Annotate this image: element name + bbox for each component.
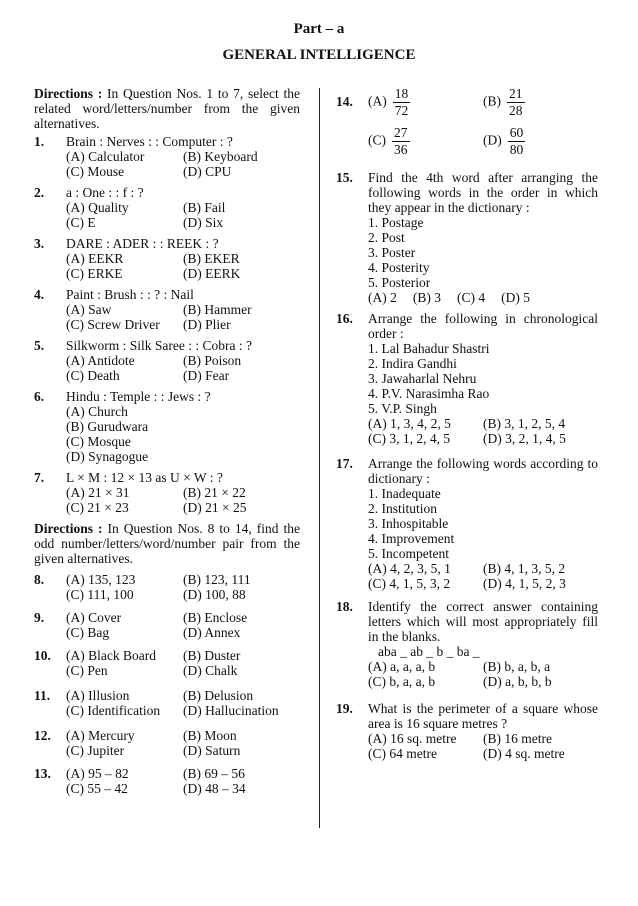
- option-b: (B) 21 × 22: [183, 485, 246, 500]
- option-c: (C) 21 × 23: [66, 500, 129, 515]
- question-number: 14.: [336, 94, 353, 109]
- list-item: 1. Inadequate: [368, 486, 441, 501]
- option-a: (A) Antidote: [66, 353, 135, 368]
- option-c: (C) Mouse: [66, 164, 125, 179]
- option-c: (C) 4, 1, 5, 3, 2: [368, 576, 451, 591]
- question-15: [336, 170, 598, 305]
- question-stem: Brain : Nerves : : Computer : ?: [66, 134, 233, 149]
- fraction-d: [508, 125, 526, 158]
- option-c: (C) 4: [457, 290, 486, 305]
- question-stem: Find the 4th word after arranging the following words in the order in which they appear in the dictionary :: [368, 170, 598, 215]
- list-item: 3. Jawaharlal Nehru: [368, 371, 477, 386]
- question-13: [34, 766, 300, 796]
- list-item: 1. Postage: [368, 215, 424, 230]
- option-a: (A) a, a, a, b: [368, 659, 436, 674]
- option-b: (B) 4, 1, 3, 5, 2: [483, 561, 566, 576]
- question-16: [336, 311, 598, 446]
- option-c: (C) Screw Driver: [66, 317, 160, 332]
- question-stem: L × M : 12 × 13 as U × W : ?: [66, 470, 223, 485]
- option-a: (A) Cover: [66, 610, 122, 625]
- directions-2: [34, 521, 300, 566]
- denominator: 80: [509, 142, 524, 157]
- option-a: (A) 135, 123: [66, 572, 136, 587]
- option-c: (C) Death: [66, 368, 120, 383]
- option-b: (B) 69 – 56: [183, 766, 245, 781]
- option-a: (A) Mercury: [66, 728, 135, 743]
- question-10: [34, 648, 300, 678]
- question-7: [34, 470, 300, 515]
- option-c: (C) 64 metre: [368, 746, 437, 761]
- option-c: (C) 111, 100: [66, 587, 134, 602]
- directions-label: Directions :: [34, 521, 108, 536]
- question-number: 12.: [34, 728, 51, 743]
- question-stem: a : One : : f : ?: [66, 185, 144, 200]
- option-b: (B) EKER: [183, 251, 240, 266]
- question-number: 4.: [34, 287, 45, 302]
- option-a: (A) Calculator: [66, 149, 145, 164]
- option-c: (C) b, a, a, b: [368, 674, 436, 689]
- denominator: 72: [394, 103, 409, 118]
- option-c-label: (C): [368, 132, 386, 148]
- question-number: 10.: [34, 648, 51, 663]
- option-d: (D) 48 – 34: [183, 781, 246, 796]
- option-d: (D) Hallucination: [183, 703, 279, 718]
- list-item: 4. Posterity: [368, 260, 430, 275]
- option-b: (B) 3, 1, 2, 5, 4: [483, 416, 566, 431]
- question-3: [34, 236, 300, 281]
- question-8: [34, 572, 300, 602]
- option-d: (D) 4, 1, 5, 2, 3: [483, 576, 566, 591]
- option-c: (C) ERKE: [66, 266, 123, 281]
- question-number: 5.: [34, 338, 45, 353]
- list-item: 5. V.P. Singh: [368, 401, 437, 416]
- question-18: [336, 599, 598, 689]
- question-number: 8.: [34, 572, 45, 587]
- option-d: (D) 21 × 25: [183, 500, 247, 515]
- option-b: (B) 16 metre: [483, 731, 552, 746]
- numerator: 27: [394, 125, 408, 140]
- option-b: (B) Duster: [183, 648, 241, 663]
- list-item: 5. Incompetent: [368, 546, 449, 561]
- question-number: 11.: [34, 688, 51, 703]
- option-d: (D) a, b, b, b: [483, 674, 552, 689]
- option-d: (D) Saturn: [183, 743, 241, 758]
- list-item: 4. P.V. Narasimha Rao: [368, 386, 490, 401]
- option-b: (B) b, a, b, a: [483, 659, 551, 674]
- question-9: [34, 610, 300, 640]
- right-column: [336, 82, 598, 761]
- option-b: (B) 3: [412, 290, 441, 305]
- option-a: (A) Saw: [66, 302, 112, 317]
- option-d: (D) 100, 88: [183, 587, 246, 602]
- question-stem: Silkworm : Silk Saree : : Cobra : ?: [66, 338, 252, 353]
- option-d: [483, 125, 598, 158]
- option-a-label: (A): [368, 93, 387, 109]
- numerator: 18: [394, 86, 409, 101]
- question-11: [34, 688, 300, 718]
- question-number: 3.: [34, 236, 45, 251]
- option-b: (B) Fail: [183, 200, 226, 215]
- question-1: [34, 134, 300, 179]
- question-number: 9.: [34, 610, 45, 625]
- option-b: (B) Poison: [183, 353, 242, 368]
- option-c: (C) 55 – 42: [66, 781, 128, 796]
- option-d: (D) Six: [183, 215, 224, 230]
- option-d: (D) 5: [501, 290, 530, 305]
- question-number: 16.: [336, 311, 353, 326]
- question-17: [336, 456, 598, 591]
- question-stem: What is the perimeter of a square whose area is 16 square metres ?: [368, 701, 598, 731]
- list-item: 4. Improvement: [368, 531, 455, 546]
- denominator: 28: [509, 103, 523, 118]
- option-c: (C) 3, 1, 2, 4, 5: [368, 431, 451, 446]
- option-b: (B) Hammer: [183, 302, 252, 317]
- directions-text: In Question Nos. 1 to 7, select the related word/letters/number from the given alternatives.: [34, 86, 300, 131]
- directions-text: In Question Nos. 8 to 14, find the odd number/letters/word/number pair from the given alternatives.: [34, 521, 300, 566]
- option-d: (D) EERK: [183, 266, 241, 281]
- section-title: GENERAL INTELLIGENCE: [222, 47, 416, 63]
- option-d: (D) Annex: [183, 625, 241, 640]
- option-b-label: (B): [483, 93, 501, 109]
- option-c: (C) Mosque: [66, 434, 131, 449]
- option-b: (B) Moon: [183, 728, 237, 743]
- list-item: 3. Poster: [368, 245, 416, 260]
- question-number: 1.: [34, 134, 45, 149]
- directions-1: [34, 86, 300, 131]
- fraction-b: [507, 86, 525, 119]
- list-item: 2. Indira Gandhi: [368, 356, 457, 371]
- question-number: 2.: [34, 185, 45, 200]
- list-item: 2. Post: [368, 230, 405, 245]
- option-b: (B) Keyboard: [183, 149, 258, 164]
- option-c: (C) E: [66, 215, 96, 230]
- question-5: [34, 338, 300, 383]
- list-item: 2. Institution: [368, 501, 438, 516]
- list-item: 1. Lal Bahadur Shastri: [368, 341, 490, 356]
- option-d: (D) CPU: [183, 164, 232, 179]
- list-item: 3. Inhospitable: [368, 516, 449, 531]
- option-d: (D) 3, 2, 1, 4, 5: [483, 431, 566, 446]
- option-a: (A) EEKR: [66, 251, 124, 266]
- question-number: 17.: [336, 456, 353, 471]
- fraction-c: [392, 125, 410, 158]
- question-stem: DARE : ADER : : REEK : ?: [66, 236, 219, 251]
- part-heading: Part – a: [293, 21, 345, 37]
- left-column: [34, 86, 300, 796]
- question-number: 19.: [336, 701, 353, 716]
- option-c: (C) Bag: [66, 625, 110, 640]
- option-d-label: (D): [483, 132, 502, 148]
- question-12: [34, 728, 300, 758]
- column-divider: [319, 88, 320, 828]
- question-19: [336, 701, 598, 761]
- question-number: 13.: [34, 766, 51, 781]
- list-item: 5. Posterior: [368, 275, 431, 290]
- option-d: (D) Plier: [183, 317, 231, 332]
- question-number: 6.: [34, 389, 45, 404]
- letter-series: aba _ ab _ b _ ba _: [378, 644, 480, 659]
- numerator: 21: [509, 86, 523, 101]
- option-c: (C) Jupiter: [66, 743, 125, 758]
- fraction-a: [393, 86, 411, 119]
- question-stem: Identify the correct answer containing letters which will most appropriately fill in the blanks.: [368, 599, 598, 644]
- option-b: (B) Delusion: [183, 688, 254, 703]
- option-a: (A) Black Board: [66, 648, 156, 663]
- question-14: [336, 84, 598, 164]
- option-a: (A) 1, 3, 4, 2, 5: [368, 416, 451, 431]
- option-a: (A) 2: [368, 290, 397, 305]
- option-d: (D) 4 sq. metre: [483, 746, 565, 761]
- question-6: [34, 389, 300, 464]
- question-number: 15.: [336, 170, 353, 185]
- question-stem: Hindu : Temple : : Jews : ?: [66, 389, 211, 404]
- question-4: [34, 287, 300, 332]
- numerator: 60: [509, 125, 524, 140]
- option-c: (C) Identification: [66, 703, 161, 718]
- option-a: (A) 95 – 82: [66, 766, 129, 781]
- option-b: (B) 123, 111: [183, 572, 251, 587]
- question-stem: Arrange the following in chronological order :: [368, 311, 598, 341]
- question-number: 7.: [34, 470, 45, 485]
- question-stem: Paint : Brush : : ? : Nail: [66, 287, 194, 302]
- option-b: (B) Enclose: [183, 610, 248, 625]
- option-b: [483, 86, 598, 119]
- option-d: (D) Fear: [183, 368, 230, 383]
- option-a: (A) Quality: [66, 200, 129, 215]
- option-a: (A) 21 × 31: [66, 485, 130, 500]
- denominator: 36: [394, 142, 408, 157]
- question-2: [34, 185, 300, 230]
- question-number: 18.: [336, 599, 353, 614]
- option-a: (A) 4, 2, 3, 5, 1: [368, 561, 451, 576]
- directions-label: Directions :: [34, 86, 107, 101]
- option-a: (A) Church: [66, 404, 128, 419]
- option-a: (A) 16 sq. metre: [368, 731, 457, 746]
- option-d: (D) Chalk: [183, 663, 238, 678]
- option-a: [368, 86, 483, 119]
- option-a: (A) Illusion: [66, 688, 130, 703]
- question-stem: Arrange the following words according to dictionary :: [368, 456, 598, 486]
- option-c: (C) Pen: [66, 663, 108, 678]
- option-b: (B) Gurudwara: [66, 419, 149, 434]
- option-d: (D) Synagogue: [66, 449, 149, 464]
- option-c: [368, 125, 483, 158]
